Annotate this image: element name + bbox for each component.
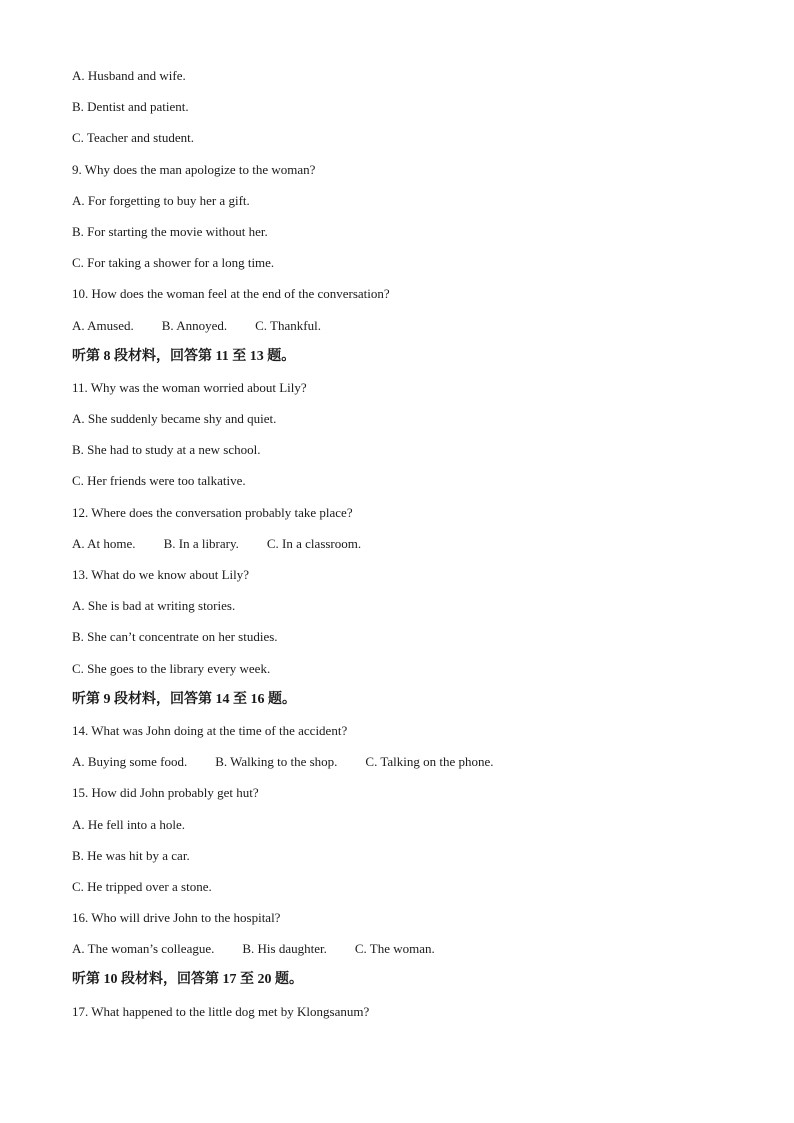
- answer-options-row: [72, 939, 752, 970]
- text-line: 14. What was John doing at the time of the accident?: [72, 722, 348, 738]
- text-line: 11. Why was the woman worried about Lily?: [72, 379, 307, 395]
- text-line: 17. What happened to the little dog met by Klongsanum?: [72, 1003, 370, 1019]
- text-line: 16. Who will drive John to the hospital?: [72, 910, 281, 926]
- text-line: 12. Where does the conversation probably take place?: [72, 504, 353, 520]
- text-line: 15. How did John probably get hut?: [72, 785, 259, 801]
- answer-options-row: [72, 752, 752, 783]
- text-line: B. For starting the movie without her.: [72, 223, 268, 239]
- text-line: A. Husband and wife.: [72, 68, 186, 83]
- section-heading: 听第 10 段材料，回答第 17 至 20 题。: [72, 972, 303, 988]
- text-line: 9. Why does the man apologize to the woman?: [72, 161, 316, 177]
- answer-option: B. Annoyed.: [161, 317, 228, 333]
- text-line: A. She is bad at writing stories.: [72, 598, 236, 614]
- answer-option: A. Amused.: [72, 317, 134, 333]
- answer-option: B. In a library.: [163, 535, 239, 551]
- text-line: B. She had to study at a new school.: [72, 442, 261, 458]
- answer-option: B. His daughter.: [242, 941, 327, 957]
- text-line: A. For forgetting to buy her a gift.: [72, 192, 250, 208]
- text-line: C. She goes to the library every week.: [72, 660, 271, 676]
- text-line: B. She can’t concentrate on her studies.: [72, 629, 278, 645]
- text-line: 13. What do we know about Lily?: [72, 567, 250, 582]
- answer-option: C. In a classroom.: [266, 535, 362, 551]
- text-line: C. For taking a shower for a long time.: [72, 255, 275, 271]
- answer-option: A. At home.: [72, 535, 136, 551]
- answer-option: A. Buying some food.: [72, 754, 188, 770]
- answer-option: C. Thankful.: [255, 317, 321, 333]
- text-line: B. Dentist and patient.: [72, 99, 189, 115]
- text-line: B. He was hit by a car.: [72, 847, 190, 863]
- answer-options-row: [72, 316, 752, 347]
- text-line: C. Teacher and student.: [72, 130, 194, 146]
- answer-options-row: [72, 534, 752, 565]
- section-heading: 听第 8 段材料，回答第 11 至 13 题。: [72, 348, 296, 364]
- answer-option: C. The woman.: [354, 941, 435, 957]
- section-heading: 听第 9 段材料，回答第 14 至 16 题。: [72, 691, 296, 707]
- answer-option: C. Talking on the phone.: [365, 754, 494, 770]
- text-line: C. He tripped over a stone.: [72, 878, 212, 894]
- answer-option: A. The woman’s colleague.: [72, 941, 215, 957]
- text-line: C. Her friends were too talkative.: [72, 473, 246, 489]
- answer-option: B. Walking to the shop.: [215, 754, 338, 770]
- document-page: [72, 66, 752, 1033]
- text-line: A. She suddenly became shy and quiet.: [72, 411, 277, 427]
- text-line: 10. How does the woman feel at the end of the conversation?: [72, 286, 390, 302]
- text-line: A. He fell into a hole.: [72, 816, 185, 832]
